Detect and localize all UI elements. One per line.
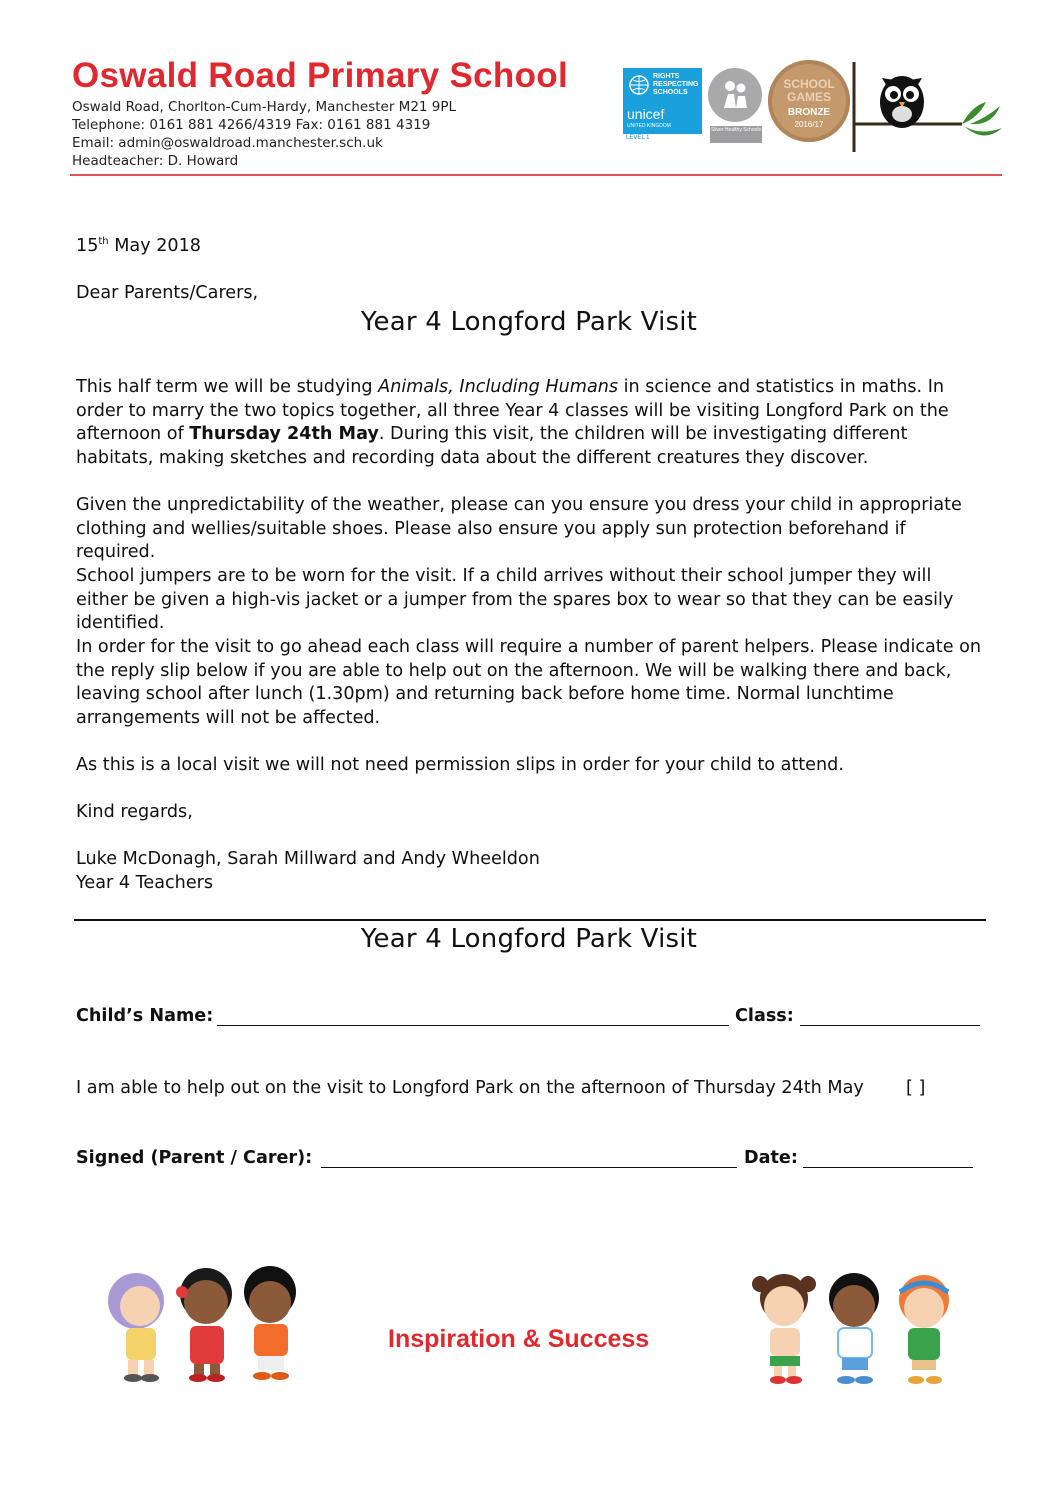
healthy-schools-logo xyxy=(708,68,762,122)
closing: Kind regards, xyxy=(76,802,193,822)
school-email: Email: admin@oswaldroad.manchester.sch.uk xyxy=(72,135,383,151)
globe-icon xyxy=(628,74,650,96)
date-label: Date: xyxy=(744,1148,798,1168)
unicef-rrs-logo xyxy=(623,68,702,134)
footer-tagline: Inspiration & Success xyxy=(388,1325,650,1353)
school-games-level: BRONZE xyxy=(787,107,831,118)
school-games-title: SCHOOL GAMES xyxy=(783,77,835,104)
header-divider xyxy=(70,174,1002,176)
school-telephone: Telephone: 0161 881 4266/4319 Fax: 0161 881 4319 xyxy=(72,117,431,133)
headteacher: Headteacher: D. Howard xyxy=(72,153,239,169)
paragraph-4: In order for the visit to go ahead each class will require a number of parent helpers. Please indicate on the reply slip below if you are able to help out on the afternoon. We will be walking there and back, leaving school after lunch (1.30pm) and returning back before home time. Normal lunchtime arrangements will not be affected. xyxy=(76,637,982,728)
signatories: Luke McDonagh, Sarah Millward and Andy Wheeldon xyxy=(76,849,540,869)
signature-field[interactable] xyxy=(321,1167,737,1168)
children-illustration-right xyxy=(748,1270,964,1388)
unicef-sub: UNITED KINGDOM xyxy=(627,123,671,129)
help-statement: I am able to help out on the visit to Longford Park on the afternoon of Thursday 24th May xyxy=(76,1078,864,1098)
unicef-level: LEVEL 1 xyxy=(626,135,650,141)
child-name-field[interactable] xyxy=(217,1025,729,1026)
school-games-year: 2016/17 xyxy=(794,120,824,129)
slip-divider xyxy=(74,919,986,921)
people-icon xyxy=(708,68,762,122)
signatory-role: Year 4 Teachers xyxy=(76,873,214,893)
class-label: Class: xyxy=(735,1006,794,1026)
owl-logo-icon xyxy=(852,62,1007,154)
school-address: Oswald Road, Chorlton-Cum-Hardy, Manchester M21 9PL xyxy=(72,99,457,115)
unicef-wordmark: unicef xyxy=(627,106,665,122)
school-name: Oswald Road Primary School xyxy=(72,56,568,95)
help-checkbox[interactable]: [ ] xyxy=(906,1078,926,1098)
child-name-label: Child’s Name: xyxy=(76,1006,214,1026)
signed-label: Signed (Parent / Carer): xyxy=(76,1148,313,1168)
greeting: Dear Parents/Carers, xyxy=(76,283,259,303)
paragraph-5: As this is a local visit we will not need permission slips in order for your child to attend. xyxy=(76,755,844,775)
paragraph-2: Given the unpredictability of the weather, please can you ensure you dress your child in appropriate clothing and wellies/suitable shoes. Please also ensure you apply sun protection beforehand if required. xyxy=(76,495,962,563)
paragraph-1: This half term we will be studying Animals, Including Humans in science and statistics in maths. In order to marry the two topics together, all three Year 4 classes will be visiting Longford Park on the afternoon of Thursday 24th May. During this visit, the children will be investigating different habitats, making sketches and recording data about the different creatures they discover. xyxy=(76,377,949,468)
unicef-rrs-text: RIGHTS RESPECTING SCHOOLS xyxy=(653,73,699,96)
children-illustration-left xyxy=(98,1266,312,1384)
paragraph-3: School jumpers are to be worn for the visit. If a child arrives without their school jumper they will either be given a high-vis jacket or a jumper from the spares box to wear so that they can be easily identified. xyxy=(76,566,954,634)
letter-date: 15th May 2018 xyxy=(76,236,201,256)
class-field[interactable] xyxy=(800,1025,980,1026)
slip-title: Year 4 Longford Park Visit xyxy=(360,924,698,954)
letter-title: Year 4 Longford Park Visit xyxy=(360,307,698,337)
school-games-bronze-logo xyxy=(768,60,850,142)
date-field[interactable] xyxy=(803,1167,973,1168)
healthy-schools-label: Silver Healthy Schools xyxy=(710,126,762,143)
